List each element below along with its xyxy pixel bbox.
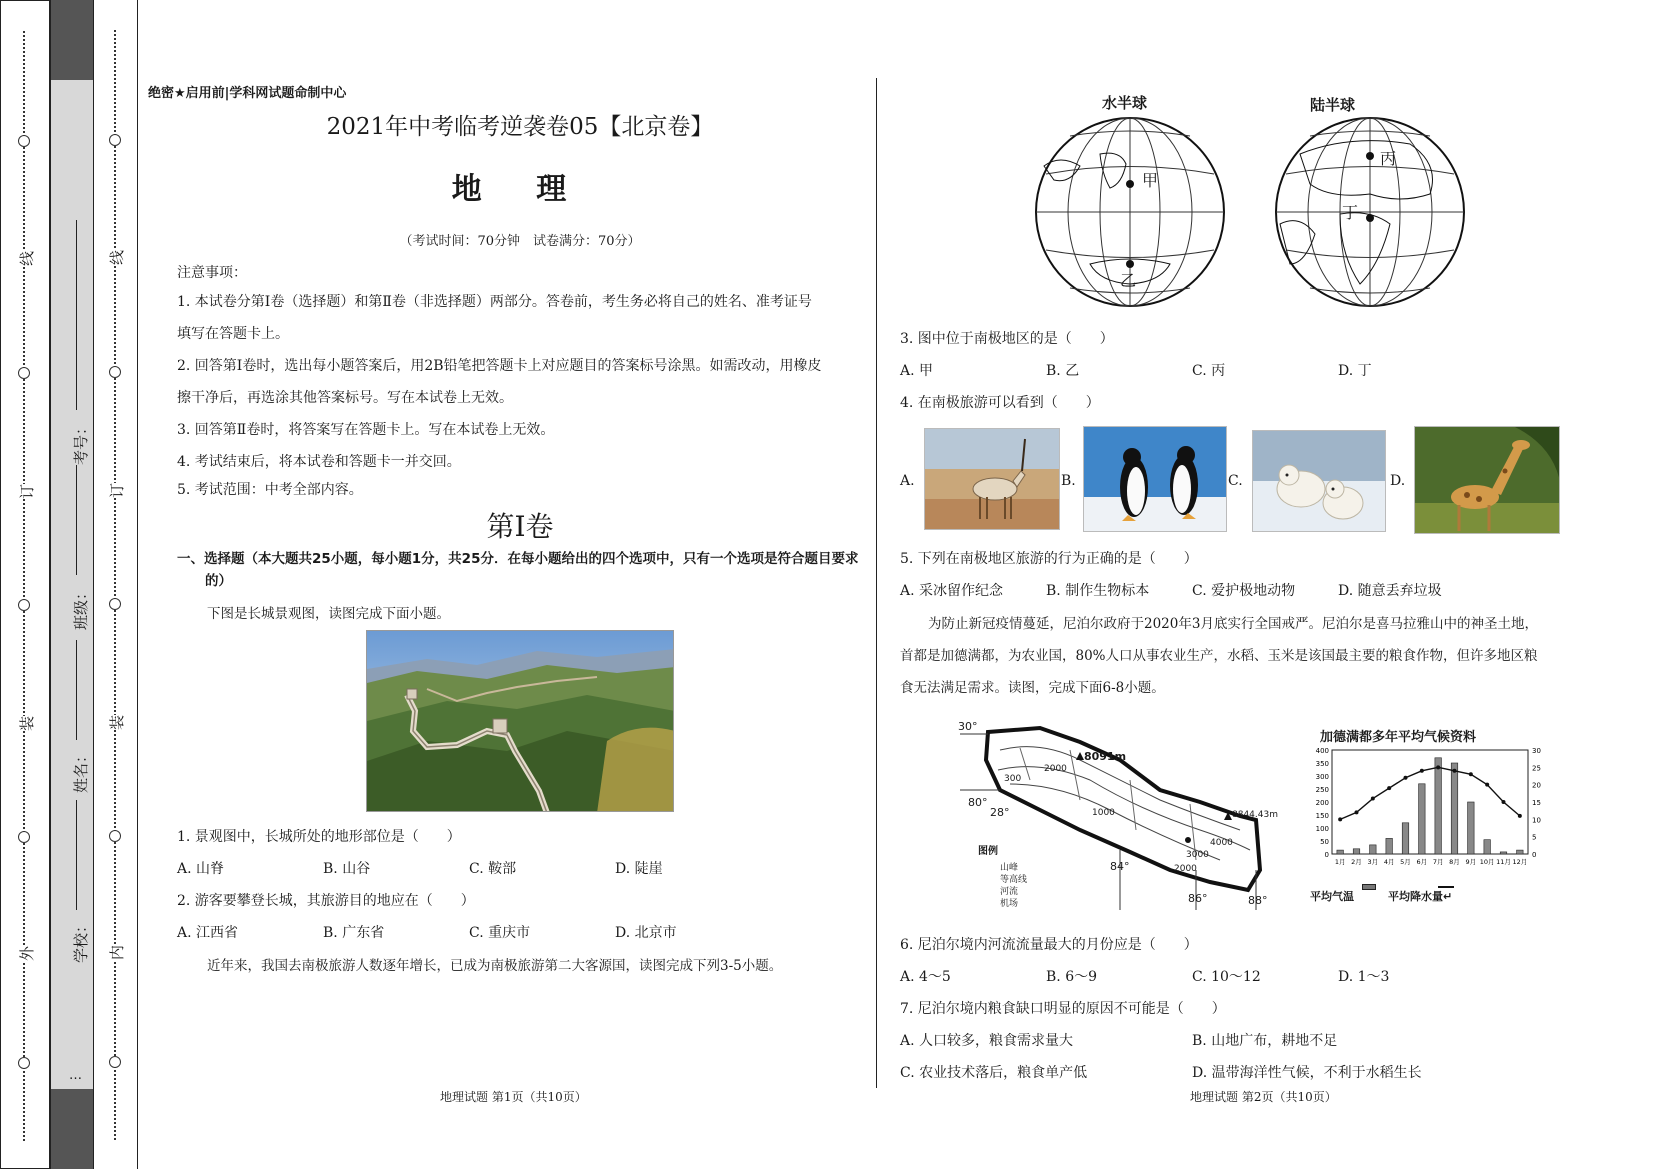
giraffes-photo[interactable]: [1414, 426, 1560, 534]
month-label: 7月: [1432, 858, 1444, 866]
lon-86: 86°: [1188, 892, 1208, 905]
legend-airport: 机场: [1000, 899, 1019, 909]
kathmandu-climate-chart: [1306, 722, 1556, 912]
q4-option-c[interactable]: C.: [1228, 473, 1243, 489]
temp-line: [1340, 767, 1520, 819]
precip-bar: [1435, 758, 1442, 854]
field-name-line[interactable]: [76, 640, 77, 740]
peak-8091: 8091m: [1084, 750, 1127, 763]
field-school-label: 学校：: [72, 917, 91, 964]
q2-option-c[interactable]: C. 重庆市: [469, 925, 531, 941]
month-label: 6月: [1416, 858, 1428, 866]
month-label: 8月: [1449, 858, 1460, 866]
legend-peak: 山峰: [1000, 863, 1019, 873]
temp-axis-tick: 0: [1532, 851, 1537, 859]
nepal-map: [960, 720, 1300, 910]
dotted-cut-line-inner: [114, 30, 116, 1140]
polar-bears-photo[interactable]: [1252, 430, 1386, 532]
field-exam-number-line[interactable]: [76, 220, 77, 410]
question-2: 2. 游客要攀登长城，其旅游目的地应在（ ）: [177, 893, 475, 909]
precip-bar: [1517, 850, 1524, 854]
exam-time-info: （考试时间：70分钟 试卷满分：70分）: [399, 234, 641, 249]
intro-nepal-line-2: 首都是加德满都，为农业国，80%人口从事农业生产，水稻、玉米是该国最主要的粮食作物，但许多地区粮: [900, 648, 1538, 664]
temp-point: [1420, 769, 1424, 773]
field-class-label: 班级：: [72, 584, 91, 631]
bind-char-xian: 线: [14, 251, 39, 266]
bind-circle: [109, 1056, 121, 1068]
q6-option-b[interactable]: B. 6～9: [1046, 969, 1098, 985]
bind-circle: [109, 134, 121, 146]
precip-axis-tick: 50: [1320, 838, 1329, 846]
q1-option-b[interactable]: B. 山谷: [323, 861, 371, 877]
climate-chart-title: 加德满都多年平均气候资料: [1320, 730, 1477, 745]
precip-bar: [1451, 763, 1458, 854]
q1-option-a[interactable]: A. 山脊: [177, 861, 225, 877]
month-label: 1月: [1334, 858, 1346, 866]
bind-char-ding: 订: [14, 484, 39, 499]
section-heading: 一、选择题（本大题共25小题，每小题1分，共25分．在每小题给出的四个选项中，只有一个选项是符合题目要求的）: [177, 551, 859, 589]
temp-point: [1453, 769, 1457, 773]
legend-bar-swatch: [1362, 884, 1376, 890]
footer-page-2: 地理试题 第2页（共10页）: [1190, 1090, 1337, 1104]
bind-circle: [109, 830, 121, 842]
temp-axis-tick: 30: [1532, 747, 1541, 755]
precip-bar: [1402, 823, 1409, 854]
precip-bar: [1484, 840, 1491, 854]
peak-everest: 8844.43m: [1232, 810, 1278, 820]
label-yi: 乙: [1120, 271, 1137, 290]
precip-bar: [1353, 849, 1360, 854]
temp-point: [1485, 783, 1489, 787]
subject-title: 地 理: [451, 172, 589, 207]
temp-point: [1387, 786, 1391, 790]
temp-point: [1371, 797, 1375, 801]
precip-bar: [1500, 852, 1507, 854]
bind-circle: [18, 1057, 30, 1069]
binding-dark-block-top: [51, 0, 93, 80]
binding-strip-outer: [0, 0, 50, 1169]
intro-nepal-line-3: 食无法满足需求。读图，完成下面6-8小题。: [900, 680, 1165, 696]
bind-char-wai: 外: [14, 946, 39, 961]
q3-option-a[interactable]: A. 甲: [900, 363, 934, 379]
bind-char-zhuang: 装: [14, 716, 39, 731]
dotted-cut-line-outer: [23, 31, 25, 1141]
exam-title: 2021年中考临考逆袭卷05【北京卷】: [326, 114, 714, 140]
bind-char-xian: 线: [104, 250, 129, 265]
binding-dots: …: [69, 1068, 82, 1083]
temp-point: [1338, 817, 1342, 821]
question-3: 3. 图中位于南极地区的是（ ）: [900, 331, 1114, 347]
q5-option-d[interactable]: D. 随意丢弃垃圾: [1338, 583, 1442, 599]
note-line-1: 1. 本试卷分第Ⅰ卷（选择题）和第Ⅱ卷（非选择题）两部分。答卷前，考生务必将自己的姓名、准考证号: [177, 294, 812, 310]
temp-axis-tick: 25: [1532, 764, 1541, 773]
lon-84: 84°: [1110, 860, 1130, 873]
binding-strip-inner: [94, 0, 138, 1169]
footer-page-1: 地理试题 第1页（共10页）: [440, 1090, 587, 1104]
legend-temp: 平均气温: [1310, 890, 1354, 903]
label-jia: 甲: [1142, 171, 1159, 190]
q7-option-a[interactable]: A. 人口较多，粮食需求量大: [900, 1033, 1074, 1049]
temp-point: [1404, 776, 1408, 780]
bind-circle: [109, 366, 121, 378]
q4-option-b[interactable]: B.: [1061, 473, 1076, 489]
note-line-7: 5. 考试范围：中考全部内容。: [177, 482, 363, 498]
precip-axis-tick: 0: [1324, 851, 1329, 859]
note-line-2: 填写在答题卡上。: [177, 326, 289, 342]
precip-axis-tick: 200: [1315, 799, 1329, 807]
lon-88: 88°: [1248, 894, 1268, 907]
temp-point: [1469, 772, 1473, 776]
note-line-5: 3. 回答第Ⅱ卷时，将答案写在答题卡上。写在本试卷上无效。: [177, 422, 555, 438]
intro-antarctica: 近年来，我国去南极旅游人数逐年增长，已成为南极旅游第二大客源国，读图完成下列3-5小题。: [207, 958, 783, 974]
bind-circle: [109, 598, 121, 610]
question-7: 7. 尼泊尔境内粮食缺口明显的原因不可能是（ ）: [900, 1001, 1226, 1017]
q2-option-a[interactable]: A. 江西省: [177, 925, 239, 941]
contour-1000: 1000: [1092, 808, 1115, 818]
month-label: 9月: [1465, 858, 1477, 866]
temp-axis-tick: 15: [1532, 799, 1541, 807]
q4-option-a[interactable]: A.: [900, 473, 915, 489]
question-4: 4. 在南极旅游可以看到（ ）: [900, 395, 1100, 411]
precip-axis-tick: 350: [1315, 760, 1329, 768]
field-school-line[interactable]: [76, 800, 77, 910]
temp-point: [1355, 810, 1359, 814]
month-label: 3月: [1367, 858, 1379, 866]
q4-option-d[interactable]: D.: [1390, 473, 1406, 489]
q5-option-b[interactable]: B. 制作生物标本: [1046, 583, 1150, 599]
land-hemisphere-title: 陆半球: [1310, 96, 1356, 114]
notice-title: 注意事项：: [177, 265, 247, 281]
legend-river: 河流: [1000, 887, 1019, 897]
precip-bar: [1386, 838, 1393, 854]
volume-title: 第Ⅰ卷: [486, 510, 554, 543]
map-legend: [1000, 862, 1027, 910]
legend-line-swatch: [1438, 886, 1454, 888]
lon-80: 80°: [968, 796, 988, 809]
q2-option-b[interactable]: B. 广东省: [323, 925, 385, 941]
lat-28: 28°: [990, 806, 1010, 819]
precip-axis-tick: 150: [1315, 812, 1329, 820]
precip-axis-tick: 400: [1315, 747, 1329, 755]
label-ding: 丁: [1342, 203, 1359, 222]
precip-bar: [1419, 784, 1426, 854]
q3-option-b[interactable]: B. 乙: [1046, 363, 1080, 379]
contour-2000: 2000: [1044, 764, 1067, 774]
question-1: 1. 景观图中，长城所处的地形部位是（ ）: [177, 829, 461, 845]
q3-option-c[interactable]: C. 丙: [1192, 363, 1226, 379]
field-class-line[interactable]: [76, 465, 77, 575]
q5-option-a[interactable]: A. 采冰留作纪念: [900, 583, 1004, 599]
q3-option-d[interactable]: D. 丁: [1338, 363, 1372, 379]
legend-precip: 平均降水量↵: [1388, 890, 1453, 903]
q1-option-c[interactable]: C. 鞍部: [469, 861, 517, 877]
bind-circle: [18, 135, 30, 147]
secret-notice: 绝密★启用前|学科网试题命制中心: [148, 86, 347, 101]
intro-great-wall: 下图是长城景观图，读图完成下面小题。: [207, 606, 450, 622]
month-label: 10月: [1479, 858, 1495, 866]
water-hemisphere-title: 水半球: [1102, 94, 1148, 112]
q7-option-c[interactable]: C. 农业技术落后，粮食单产低: [900, 1065, 1088, 1081]
month-label: 11月: [1496, 858, 1511, 866]
temp-axis-tick: 20: [1532, 781, 1541, 790]
penguins-photo[interactable]: [1083, 426, 1227, 532]
label-bing: 丙: [1380, 149, 1397, 168]
bind-char-zhuang: 装: [104, 715, 129, 730]
legend-contour: 等高线: [1000, 875, 1028, 885]
climate-chart-plot: [1306, 744, 1556, 874]
note-line-3: 2. 回答第Ⅰ卷时，选出每小题答案后，用2B铅笔把答题卡上对应题目的答案标号涂黑。如需改动，用橡皮: [177, 358, 822, 374]
bind-circle: [18, 599, 30, 611]
month-label: 4月: [1383, 858, 1395, 866]
binding-dark-block-bottom: [51, 1089, 93, 1169]
note-line-4: 擦干净后，再选涂其他答案标号。写在本试卷上无效。: [177, 390, 513, 406]
map-legend-title: 图例: [978, 846, 998, 857]
q1-option-d[interactable]: D. 陡崖: [615, 861, 663, 877]
hemisphere-globes: [1030, 94, 1470, 310]
intro-nepal-line-1: 为防止新冠疫情蔓延，尼泊尔政府于2020年3月底实行全国戒严。尼泊尔是喜马拉雅山中的神圣土地，: [928, 616, 1538, 632]
month-label: 2月: [1351, 858, 1362, 866]
field-name-label: 姓名：: [72, 747, 91, 794]
q2-option-d[interactable]: D. 北京市: [615, 925, 677, 941]
contour-4000: 4000: [1210, 838, 1233, 848]
q5-option-c[interactable]: C. 爱护极地动物: [1192, 583, 1296, 599]
precip-bar: [1337, 850, 1344, 854]
precip-axis-tick: 100: [1315, 825, 1329, 833]
temp-point: [1502, 800, 1506, 804]
precip-bar: [1468, 802, 1475, 854]
contour-300: 300: [1004, 774, 1022, 784]
great-wall-photo: [366, 630, 674, 812]
q6-option-c[interactable]: C. 10～12: [1192, 969, 1261, 985]
question-5: 5. 下列在南极地区旅游的行为正确的是（ ）: [900, 551, 1198, 567]
temp-axis-tick: 5: [1532, 833, 1537, 842]
note-line-6: 4. 考试结束后，将本试卷和答题卡一并交回。: [177, 454, 461, 470]
q6-option-a[interactable]: A. 4～5: [900, 969, 951, 985]
plot-frame: [1332, 750, 1528, 854]
precip-axis-tick: 250: [1315, 786, 1329, 794]
question-6: 6. 尼泊尔境内河流流量最大的月份应是（ ）: [900, 937, 1198, 953]
month-label: 5月: [1400, 858, 1411, 866]
temp-point: [1436, 765, 1440, 769]
q6-option-d[interactable]: D. 1～3: [1338, 969, 1390, 985]
contour-2000-b: 2000: [1174, 864, 1197, 874]
temp-axis-tick: 10: [1532, 816, 1541, 825]
month-label: 12月: [1512, 858, 1528, 866]
q7-option-b[interactable]: B. 山地广布，耕地不足: [1192, 1033, 1338, 1049]
temp-point: [1518, 814, 1522, 818]
tibetan-antelope-photo[interactable]: [924, 428, 1060, 530]
precip-bar: [1370, 845, 1377, 854]
lat-30: 30°: [958, 720, 978, 733]
field-exam-number-label: 考号：: [72, 419, 91, 466]
bind-char-ding: 订: [104, 483, 129, 498]
land-hemisphere-globe: [1276, 118, 1464, 306]
q7-option-d[interactable]: D. 温带海洋性气候，不利于水稻生长: [1192, 1065, 1422, 1081]
contour-3000: 3000: [1186, 850, 1209, 860]
page-divider: [876, 78, 877, 1088]
precip-axis-tick: 300: [1315, 773, 1329, 781]
bind-circle: [18, 831, 30, 843]
bind-char-nei: 内: [104, 945, 129, 960]
bind-circle: [18, 367, 30, 379]
